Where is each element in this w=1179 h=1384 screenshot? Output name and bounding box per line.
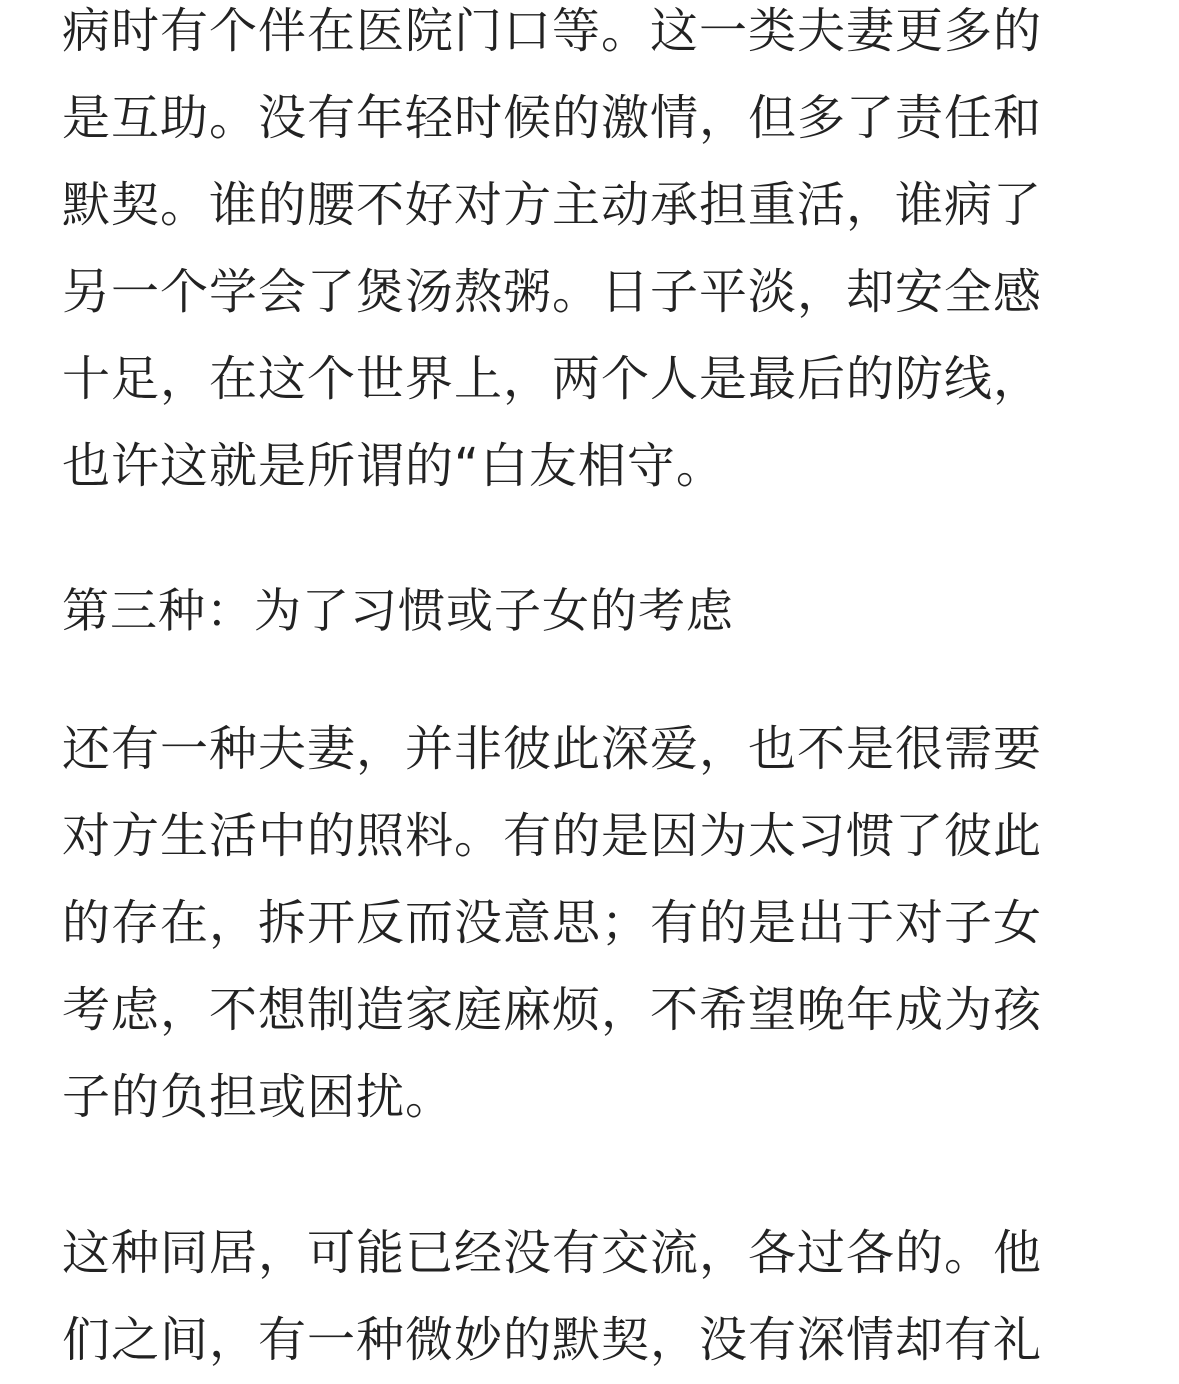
paragraph-line: 对方生活中的照料。有的是因为太习惯了彼此	[62, 808, 1043, 864]
paragraph-line: 这种同居，可能已经没有交流，各过各的。他	[62, 1225, 1043, 1281]
paragraph-line: 也许这就是所谓的“白友相守。	[62, 438, 725, 494]
paragraph-line: 默契。谁的腰不好对方主动承担重活，谁病了	[62, 177, 1043, 233]
paragraph-line: 还有一种夫妻，并非彼此深爱，也不是很需要	[62, 721, 1043, 777]
paragraph-mutual-support	[62, 0, 1042, 510]
paragraph-line: 病时有个伴在医院门口等。这一类夫妻更多的	[62, 3, 1043, 59]
paragraph-line: 们之间，有一种微妙的默契，没有深情却有礼	[62, 1312, 1043, 1368]
paragraph-line: 另一个学会了煲汤熬粥。日子平淡，却安全感	[62, 264, 1043, 320]
paragraph-line: 考虑，不想制造家庭麻烦，不希望晚年成为孩	[62, 982, 1043, 1038]
section-heading-third-type	[62, 568, 734, 655]
paragraph-habit-children	[62, 706, 1042, 1141]
paragraph-line: 子的负担或困扰。	[62, 1069, 455, 1125]
paragraph-line: 十足，在这个世界上，两个人是最后的防线，	[62, 351, 1043, 407]
paragraph-line: 的存在，拆开反而没意思；有的是出于对子女	[62, 895, 1043, 951]
paragraph-line: 是互助。没有年轻时候的激情，但多了责任和	[62, 90, 1043, 146]
section-heading-text: 第三种：为了习惯或子女的考虑	[62, 584, 734, 639]
paragraph-cohabitation	[62, 1210, 1042, 1384]
